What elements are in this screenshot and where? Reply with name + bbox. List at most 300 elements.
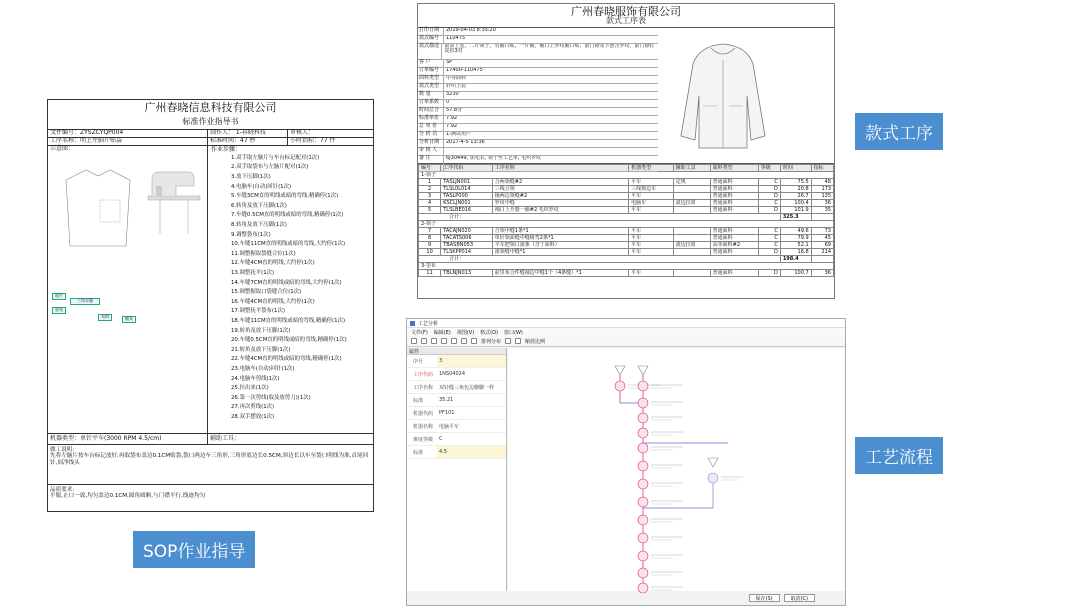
table-row [419, 256, 834, 263]
ws-field-value: SP [446, 60, 453, 65]
flow-canvas[interactable] [508, 348, 845, 591]
ws-field [418, 84, 658, 92]
table-cell: TBLNJN013 [441, 270, 493, 277]
table-cell: 滚边拉筒 [673, 242, 710, 249]
table-cell: 平车 [629, 270, 673, 277]
zoom-out-icon[interactable] [515, 338, 521, 344]
sop-step: 12.车缝4CM直的明线,大约停(1次) [231, 260, 315, 267]
table-cell [673, 193, 710, 200]
sop-step: 14.车缝7CM直的明线或暗的弯线,大约停(1次) [231, 279, 342, 286]
property-key: 工序代码 [413, 371, 434, 378]
save-button[interactable]: 保存(S) [749, 594, 780, 602]
table-cell: TBASBN053 [441, 242, 493, 249]
ws-field-key: 备 注 [418, 156, 444, 171]
property-row[interactable] [407, 394, 506, 407]
table-cell: 4 [419, 200, 441, 207]
table-cell: 普通面料 [710, 193, 758, 200]
table-cell: 撞两边领缝#2 [492, 193, 628, 200]
sop-job: 工序名称：明上左脑片贴袋 [48, 138, 208, 145]
sop-step: 6.转角及放下压脚(1次) [231, 202, 287, 209]
ws-field-key: 款式类型 [418, 84, 444, 91]
table-cell: TASLJN001 [441, 179, 493, 186]
table-row [419, 235, 834, 242]
flow-diagram[interactable] [508, 348, 846, 593]
style-worksheet [417, 3, 835, 299]
sop-sheet [47, 99, 374, 512]
property-key: 工序名称 [413, 384, 434, 391]
ws-field-key: 总 单 价 [418, 124, 444, 131]
table-row [419, 249, 834, 256]
table-cell: TLSKPP014 [441, 249, 493, 256]
sop-reviewer: 审核人： [290, 130, 315, 136]
sop-step: 16.车缝4CM直的明线,大约停(1次) [231, 298, 315, 305]
zoom-ratio-button[interactable]: 缩放比例 [525, 338, 546, 345]
ws-column-header: 时间 [780, 165, 811, 172]
table-cell: D [758, 207, 780, 214]
property-row[interactable] [407, 433, 506, 446]
sop-machine: 机器类型：单针平车(3000 RPM 4.5/cm) [48, 434, 208, 444]
sop-company: 广州春晓信息科技有限公司 [144, 101, 277, 114]
ws-field-value: 110475 [446, 36, 466, 41]
table-cell: 平车 [629, 179, 673, 186]
table-cell: 平车把领口滚条（含丁面料） [492, 242, 628, 249]
menu-item[interactable]: 格式(O) [480, 329, 499, 336]
table-cell: 平车 [629, 207, 673, 214]
sop-step: 2.双手取袋布与左脑片配对(1次) [231, 164, 309, 171]
subtotal-label: 合计： [419, 256, 781, 263]
sop-step: 13.调整抚平(1次) [231, 270, 275, 277]
ws-fields [418, 28, 834, 164]
ws-field [418, 132, 658, 140]
ws-column-header: 工序代码 [441, 165, 493, 172]
flow-node[interactable] [638, 428, 648, 438]
ws-column-header: 指标 [811, 165, 833, 172]
property-value[interactable]: C [439, 436, 443, 442]
notes-text: 先将左脑片按车台标记放好,再取袋布盖边0.1CM贴袋,袋口两边车三角形,三角形底边长0.5CM,斜边长以车至袋口明线为准,首尾回针,间净线头 [50, 453, 369, 466]
pf-window-title: 工艺分析 [418, 320, 439, 327]
table-cell [811, 256, 833, 263]
ws-column-header: 面料类型 [710, 165, 758, 172]
sop-step: 9.调整袋布(1次) [231, 231, 271, 238]
table-cell: 10 [419, 249, 441, 256]
table-cell: 48 [811, 179, 833, 186]
property-value[interactable]: 4.5 [437, 446, 506, 458]
table-cell: D [758, 193, 780, 200]
table-cell: KSCLJN001 [441, 200, 493, 207]
table-cell: 16.8 [780, 249, 811, 256]
table-cell: 2 [419, 186, 441, 193]
cancel-button[interactable]: 取消(C) [784, 594, 815, 602]
table-cell: 平车 [629, 249, 673, 256]
ws-field [418, 36, 658, 44]
table-cell: C [758, 242, 780, 249]
property-value[interactable]: 1NS04024 [439, 371, 466, 377]
table-cell: 101.9 [780, 207, 811, 214]
ws-field-value: 2019-04-03 8:35:20 [446, 28, 496, 33]
table-cell: C [758, 179, 780, 186]
table-row [419, 270, 834, 277]
pf-bottombar [407, 591, 845, 605]
diagram-label: 示意图： [50, 145, 75, 152]
process-flow-window [406, 318, 846, 606]
sop-step: 23.电脑车(自动)回针(1次) [231, 365, 295, 372]
property-value[interactable]: 双针缝三角包边脚脚一样 [439, 384, 495, 391]
ws-field [418, 124, 658, 132]
sop-hourly: 小时指标：77 件 [290, 138, 336, 144]
quality-text: 平服,止口一致,均匀盖边0.1CM,圆角圆顺,与门襟平行,线迹均匀 [50, 493, 206, 500]
table-cell: 11 [419, 270, 441, 277]
menu-item[interactable]: 视图(V) [456, 329, 475, 336]
garment-machine-illustration [48, 156, 206, 426]
ws-field [418, 140, 658, 148]
label-sop: SOP作业指导 [133, 531, 255, 568]
diagram-box-3: 三角车缝 [70, 298, 100, 305]
sop-step: 20.车缝0.5CM直的明线或暗的弯线,精确停(1次) [231, 337, 347, 344]
table-cell: 52.1 [780, 242, 811, 249]
flow-node[interactable] [638, 398, 648, 408]
table-cell: 135 [811, 193, 833, 200]
arrange-button[interactable]: 排列分布 [481, 338, 502, 345]
sop-step: 15.调整握取口袋缝合位(1次) [231, 289, 302, 296]
table-cell: 普通面料 [710, 270, 758, 277]
ws-field-key: 款式描述 [418, 44, 442, 59]
sop-maker: 制作人： 1-春晓科技 [208, 130, 288, 137]
table-cell: 三线锁边车 [629, 186, 673, 193]
flow-node[interactable] [638, 551, 648, 561]
table-row [419, 179, 834, 186]
sop-step: 26.第一次剪线(取及放剪刀)(1次) [231, 394, 311, 401]
table-cell: 普通面料 [710, 228, 758, 235]
table-row [419, 263, 834, 270]
menu-item[interactable]: 文件(F) [411, 329, 428, 336]
sop-step: 21.转角及放下压脚(1次) [231, 346, 291, 353]
table-row [419, 193, 834, 200]
table-cell: 普通面料 [710, 179, 758, 186]
property-row[interactable] [407, 368, 506, 381]
ws-title: 款式工序表 [418, 17, 834, 28]
table-row [419, 186, 834, 193]
ws-field-key: 时间总合 [418, 108, 444, 115]
table-row [419, 200, 834, 207]
table-cell [673, 270, 710, 277]
sop-step: 8.转角及放下压脚(1次) [231, 222, 287, 229]
table-row [419, 228, 834, 235]
sop-step: 19.转角及放下压脚(1次) [231, 327, 291, 334]
pf-menubar [407, 328, 845, 336]
table-cell: D [758, 186, 780, 193]
table-cell: 1 [419, 179, 441, 186]
flow-node[interactable] [638, 497, 648, 507]
sop-step: 18.车缝11CM直的明线或暗的弯线,精确停(1次) [231, 317, 346, 324]
ws-field-key: 订单系数 [418, 100, 444, 107]
pf-toolbar [407, 336, 845, 347]
properties-panel [407, 348, 507, 591]
ws-field [418, 108, 658, 116]
table-cell: 普通面料 [710, 186, 758, 193]
subtotal-value: 198.4 [780, 256, 811, 263]
table-cell [673, 186, 710, 193]
diagram-box-4: 布料 [98, 314, 112, 321]
table-cell: 36 [811, 200, 833, 207]
jacket-image [673, 36, 773, 156]
diagram-box-5: 模具 [122, 316, 136, 323]
ws-field-value [444, 148, 446, 155]
ws-field [418, 100, 658, 108]
flow-node[interactable] [638, 479, 648, 489]
ws-field-value: 17400-110475 [446, 68, 483, 73]
property-key: 难度等级 [413, 436, 434, 443]
table-cell: 合两领缝#2 [492, 179, 628, 186]
arrow-tool-icon[interactable] [421, 338, 427, 344]
ws-field [418, 60, 658, 68]
table-cell: TLSL0L014 [441, 186, 493, 193]
ws-field-value: 7.92 [446, 124, 458, 129]
sop-step: 5.车缝3CM直的明线或暗的弯线,精确停(1次) [231, 193, 339, 200]
ws-field-value: 中等面料 [446, 76, 467, 81]
ws-field [418, 68, 658, 76]
table-row [419, 172, 834, 179]
sop-step: 7.车缝0.5CM直的明线或暗的弯线,精确停(1次) [231, 212, 344, 219]
ws-company: 广州春晓服饰有限公司 [571, 5, 681, 18]
ws-column-header: 等级 [758, 165, 780, 172]
sop-file-no: 文件编号：ZYSZCYQP004 [48, 130, 208, 137]
table-row [419, 214, 834, 221]
label-process-flow: 工艺流程 [855, 437, 943, 474]
ws-field-value: 6J30449, 加毛衣, 领子至工艺单, 毛织罗纹 [446, 156, 542, 161]
sop-step: 1.双手取左脑片与车台标记配对(1次) [231, 154, 320, 161]
ws-field [418, 76, 658, 84]
table-cell: 7 [419, 228, 441, 235]
sop-quality [48, 485, 373, 502]
table-cell [673, 228, 710, 235]
flow-node[interactable] [638, 381, 648, 391]
sop-step: 22.车缝4CM直的明线或暗的弯线,精确停(1次) [231, 356, 342, 363]
property-value[interactable]: 3 [437, 355, 506, 367]
table-cell: 袖口上介器一圈#2 毛织罗纹 [492, 207, 628, 214]
ws-field-key: 数 量 [418, 92, 444, 99]
sop-step: 11.调整握取袋缝合位(1次) [231, 250, 296, 257]
ws-column-header: 辅助工具 [673, 165, 710, 172]
diagram-box-1: 放片 [52, 293, 66, 300]
table-cell: 普通面料 [710, 249, 758, 256]
ws-field [418, 44, 658, 60]
table-cell: 滚边拉筒 [673, 200, 710, 207]
flow-node[interactable] [638, 515, 648, 525]
sop-steps [208, 146, 373, 433]
ws-field-value: 2017-4-5 13:36 [446, 140, 485, 145]
ws-field-key: 款式编号 [418, 36, 444, 43]
table-cell: TACAJN020 [441, 228, 493, 235]
circle-tool-icon[interactable] [431, 338, 437, 344]
table-cell: 9 [419, 242, 441, 249]
select-tool-icon[interactable] [411, 338, 417, 344]
table-cell: 前里布合件缝袖边中缝1个（4条缝）*1 [492, 270, 628, 277]
ws-table [418, 164, 834, 277]
table-cell: 平车 [629, 228, 673, 235]
table-cell [673, 235, 710, 242]
subtotal-label: 合计： [419, 214, 781, 221]
property-row[interactable] [407, 355, 506, 368]
table-cell: 20.8 [780, 186, 811, 193]
property-key: 标准 [413, 397, 424, 404]
table-cell: 普通面料 [710, 200, 758, 207]
table-cell: C [758, 228, 780, 235]
table-cell: 8 [419, 235, 441, 242]
sop-title: 标准作业指导书 [48, 117, 373, 130]
section-title: 3-里布 [419, 263, 834, 270]
subtotal-value: 325.3 [780, 214, 811, 221]
flow-node[interactable] [638, 533, 648, 543]
flow-node[interactable] [615, 381, 625, 391]
sop-std-time: 标准时间：47 秒 [208, 138, 288, 145]
properties-title: 属性 [407, 348, 506, 355]
flow-node[interactable] [638, 413, 648, 423]
table-cell: TACATS006 [441, 235, 493, 242]
undo-icon[interactable] [461, 338, 467, 344]
ws-field-value: 前显上宽，二片领子，有袖口贴，一片袖，袖口上罗纹袖口贴，前门襟及下摆含罗纹，前门襟钉皮扣3对 [444, 44, 655, 54]
table-cell: 79.9 [780, 235, 811, 242]
table-cell: 3 [419, 193, 441, 200]
redo-icon[interactable] [471, 338, 477, 344]
ws-field [418, 116, 658, 124]
ws-field [418, 28, 658, 36]
ws-field-key: 客 户 [418, 60, 444, 67]
steps-list [211, 154, 370, 423]
table-cell: 普通面料 [710, 207, 758, 214]
triangle-tool-icon[interactable] [441, 338, 447, 344]
table-cell: 73 [811, 228, 833, 235]
property-key: 机器名称 [413, 423, 434, 430]
table-cell: D [758, 249, 780, 256]
property-value[interactable]: 电脑平车 [439, 423, 460, 430]
table-cell: TASLP000 [441, 193, 493, 200]
table-cell: 26.7 [780, 193, 811, 200]
ws-field-key: 审 核 人 [418, 148, 444, 155]
ws-field-key: 标准单价 [418, 116, 444, 123]
sop-step: 17.调整抚平袋布(1次) [231, 308, 285, 315]
ws-field-key: 打印日期 [418, 28, 444, 35]
table-cell: 平车 [629, 235, 673, 242]
table-row [419, 221, 834, 228]
label-style-process: 款式工序 [855, 113, 943, 150]
table-cell: 75.5 [780, 179, 811, 186]
table-cell: 定规 [673, 179, 710, 186]
sop-step: 4.电脑车(自动)回针(1次) [231, 183, 292, 190]
ws-field-value: 3230 [446, 92, 459, 97]
table-cell [673, 249, 710, 256]
ws-field-key: 分析日期 [418, 140, 444, 147]
property-value[interactable]: PF101 [439, 410, 455, 416]
property-row[interactable] [407, 420, 506, 433]
table-cell: D [758, 270, 780, 277]
sop-step: 28.双手摆放(1次) [231, 413, 275, 420]
ws-field-key: 分 析 员 [418, 132, 444, 139]
notes-title: 做工说明： [50, 447, 78, 453]
sop-step: 27.再次剪线(1次) [231, 404, 275, 411]
pf-titlebar [407, 319, 845, 328]
property-key: 标准 [413, 449, 424, 456]
table-cell [811, 214, 833, 221]
table-cell: TLSLBE016 [441, 207, 493, 214]
flow-node[interactable] [638, 443, 648, 453]
flow-node[interactable] [708, 473, 718, 483]
ws-field-value: 1-测试用户 [446, 132, 471, 137]
table-cell: 36 [811, 270, 833, 277]
link-tool-icon[interactable] [451, 338, 457, 344]
property-key: 机器代码 [413, 410, 434, 417]
table-cell [673, 207, 710, 214]
table-cell: 100.4 [780, 200, 811, 207]
table-cell: 平车 [629, 242, 673, 249]
sop-step: 10.车缝11CM直的明线或暗的弯线,大约停(1次) [231, 241, 346, 248]
ws-field-key: 面料类型 [418, 76, 444, 83]
ws-field [418, 92, 658, 100]
table-row [419, 242, 834, 249]
diagram-box-2: 放布 [52, 307, 66, 314]
menu-item[interactable]: 窗口(W) [504, 329, 523, 336]
menu-item[interactable]: 编辑(E) [433, 329, 451, 336]
property-key: 序号 [413, 358, 424, 365]
flow-start-node[interactable] [615, 366, 625, 375]
property-row[interactable] [407, 446, 506, 459]
ws-field [418, 148, 658, 156]
table-cell: C [758, 235, 780, 242]
table-row [419, 207, 834, 214]
table-cell: 173 [811, 186, 833, 193]
table-cell: 普通面料 [710, 235, 758, 242]
property-value[interactable]: 35.21 [439, 397, 454, 403]
property-row[interactable] [407, 381, 506, 394]
table-cell: 69 [811, 242, 833, 249]
table-cell: 100.7 [780, 270, 811, 277]
app-icon [410, 321, 415, 326]
quality-title: 品质要求： [50, 487, 78, 493]
zoom-in-icon[interactable] [505, 338, 511, 344]
table-cell: 滚领缝中缝*1 [492, 249, 628, 256]
table-cell: 单针领面缝中缝级弯2条*1 [492, 235, 628, 242]
flow-node[interactable] [638, 568, 648, 578]
flow-start-node[interactable] [638, 366, 648, 375]
table-cell: 三线合领 [492, 186, 628, 193]
ws-field-key: 订单编号 [418, 68, 444, 75]
sop-aux: 辅助工具： [210, 435, 241, 442]
table-cell: 5 [419, 207, 441, 214]
ws-column-header: 工序名称 [492, 165, 628, 172]
table-cell: 平车 [629, 193, 673, 200]
sop-diagram [48, 146, 208, 433]
flow-node[interactable] [638, 461, 648, 471]
table-cell: 214 [811, 249, 833, 256]
table-cell: 35 [811, 207, 833, 214]
ws-column-header: 编号 [419, 165, 441, 172]
ws-field-value: 0 [446, 100, 450, 105]
table-cell: 49.6 [780, 228, 811, 235]
section-title: 1-领子 [419, 172, 834, 179]
section-title: 2-领子 [419, 221, 834, 228]
sop-step: 3.放下压脚(1次) [231, 174, 271, 181]
sop-step: 24.电脑车剪线(1次) [231, 375, 280, 382]
flow-start-node[interactable] [708, 458, 718, 467]
sop-notes [48, 445, 373, 485]
table-cell: 高等面料#2 [710, 242, 758, 249]
ws-field-value: 57.8分 [446, 108, 463, 113]
steps-label: 作业步骤： [211, 146, 242, 153]
ws-field-value: 针织上装 [446, 84, 467, 89]
table-cell: 罗纹中缝 [492, 200, 628, 207]
ws-field [418, 156, 658, 172]
property-row[interactable] [407, 407, 506, 420]
table-cell: 45 [811, 235, 833, 242]
